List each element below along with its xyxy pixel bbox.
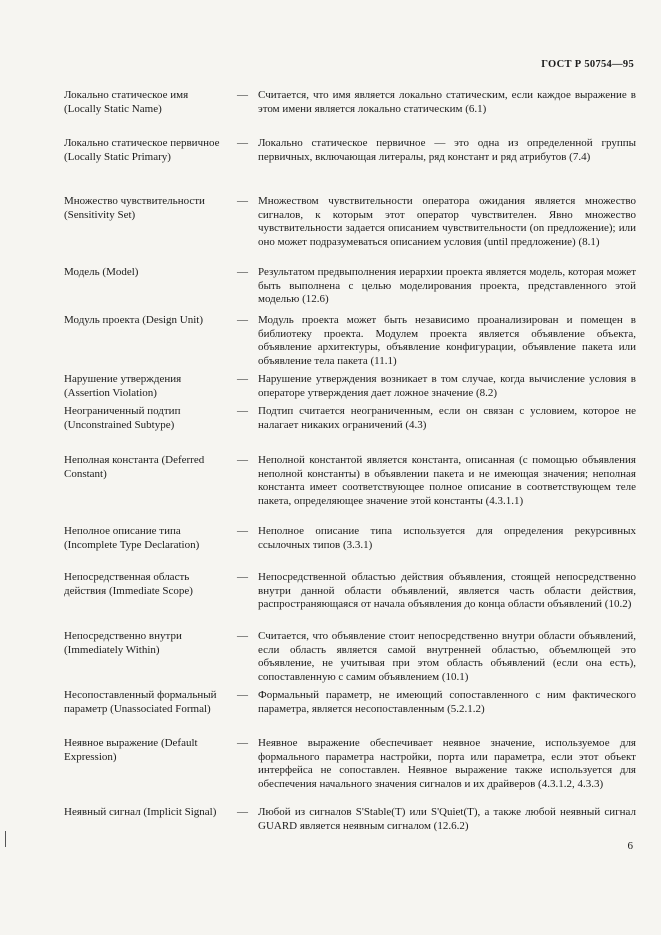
- entry-dash: —: [237, 806, 248, 818]
- page-header: ГОСТ Р 50754—95: [541, 59, 634, 70]
- entry-term: Локально статическое имя (Locally Static Name): [64, 89, 189, 115]
- entry-dash: —: [237, 689, 248, 701]
- entry-definition: Неполное описание типа используется для определения рекурсивных ссылочных типов (3.3.1): [258, 525, 636, 551]
- entry-dash: —: [237, 373, 248, 385]
- entry-definition: Формальный параметр, не имеющий сопоставленного с ним фактического параметра, является несопоставленным (5.2.1.2): [258, 689, 636, 715]
- margin-mark: [5, 831, 6, 847]
- entry-definition: Подтип считается неограниченным, если он связан с условием, которое не налагает никаких ограничений (4.3): [258, 405, 636, 431]
- entry-term: Неполное описание типа (Incomplete Type Declaration): [64, 525, 200, 551]
- entry-definition: Локально статическое первичное — это одна из определенной группы первичных, включающая литералы, ряд констант и ряд атрибутов (7.4): [258, 137, 636, 163]
- entry-dash: —: [237, 405, 248, 417]
- entry-term: Локально статическое первичное (Locally Static Primary): [64, 137, 220, 163]
- entry-dash: —: [237, 137, 248, 149]
- entry-dash: —: [237, 89, 248, 101]
- entry-term: Модель (Model): [64, 266, 139, 278]
- entry-term: Неявное выражение (Default Expression): [64, 737, 198, 763]
- entry-term: Непосредственно внутри (Immediately Within): [64, 630, 182, 656]
- entry-dash: —: [237, 266, 248, 278]
- entry-definition: Непосредственной областью действия объявления, стоящей непосредственно внутри данной области объявлений, является часть области действия, распространяющаяся от начала объявления до конца области объявлений (10.2): [258, 571, 636, 611]
- page-number: 6: [627, 840, 633, 852]
- entry-term: Неполная константа (Deferred Constant): [64, 454, 205, 480]
- entry-term: Множество чувствительности (Sensitivity Set): [64, 195, 205, 221]
- entry-term: Неограниченный подтип (Unconstrained Subtype): [64, 405, 181, 431]
- entry-definition: Модуль проекта может быть независимо проанализирован и помещен в библиотеку проекта. Модулем проекта является объявление объекта, объявление архитектуры, объявление конфигурации, объявление пакета или объявление тела пакета (11.1): [258, 314, 636, 367]
- entry-term: Непосредственная область действия (Immediate Scope): [64, 571, 193, 597]
- entry-definition: Считается, что объявление стоит непосредственно внутри области объявлений, если область является самой внутренней областью, объемлющей это объявление, не учитывая при этом область объявлений (если она есть), сопоставленную с самим объявлением (10.1): [258, 630, 636, 683]
- entry-term: Модуль проекта (Design Unit): [64, 314, 204, 326]
- entry-definition: Множеством чувствительности оператора ожидания является множество сигналов, к которым этот оператор чувствителен. Явно множество чувствительности задается описанием чувствительности (on предложение); или оно может подразумеваться описанием условия (until предложение) (8.1): [258, 195, 636, 248]
- entry-term: Неявный сигнал (Implicit Signal): [64, 806, 217, 818]
- entry-definition: Любой из сигналов S'Stable(T) или S'Quiet(T), а также любой неявный сигнал GUARD является неявным сигналом (12.6.2): [258, 806, 636, 832]
- entry-dash: —: [237, 571, 248, 583]
- entry-dash: —: [237, 195, 248, 207]
- entry-dash: —: [237, 314, 248, 326]
- entry-dash: —: [237, 630, 248, 642]
- entry-dash: —: [237, 454, 248, 466]
- entry-definition: Неявное выражение обеспечивает неявное значение, используемое для формального параметра настройки, порта или параметра, если этот объект интерфейса не сопоставлен. Неявное выражение также используется для обеспечения начального значения сигналов и их драйверов (4.3.1.2, 4.3.3): [258, 737, 636, 790]
- entry-definition: Неполной константой является константа, описанная (с помощью объявления неполной константы) в объявлении пакета и не имеющая значения; неполная константа имеет соответствующее полное описание в соответствующем теле пакета, определяющее значение этой константы (4.3.1.1): [258, 454, 636, 507]
- entry-term: Несопоставленный формальный параметр (Unassociated Formal): [64, 689, 217, 715]
- entry-term: Нарушение утверждения (Assertion Violation): [64, 373, 182, 399]
- entry-dash: —: [237, 525, 248, 537]
- entry-definition: Нарушение утверждения возникает в том случае, когда вычисление условия в операторе утверждения дает ложное значение (8.2): [258, 373, 636, 399]
- entry-definition: Результатом предвыполнения иерархии проекта является модель, которая может быть выполнена с целью моделирования проекта, представленного этой моделью (12.6): [258, 266, 636, 306]
- entry-definition: Считается, что имя является локально статическим, если каждое выражение в этом имени является локально статическим (6.1): [258, 89, 636, 115]
- entry-dash: —: [237, 737, 248, 749]
